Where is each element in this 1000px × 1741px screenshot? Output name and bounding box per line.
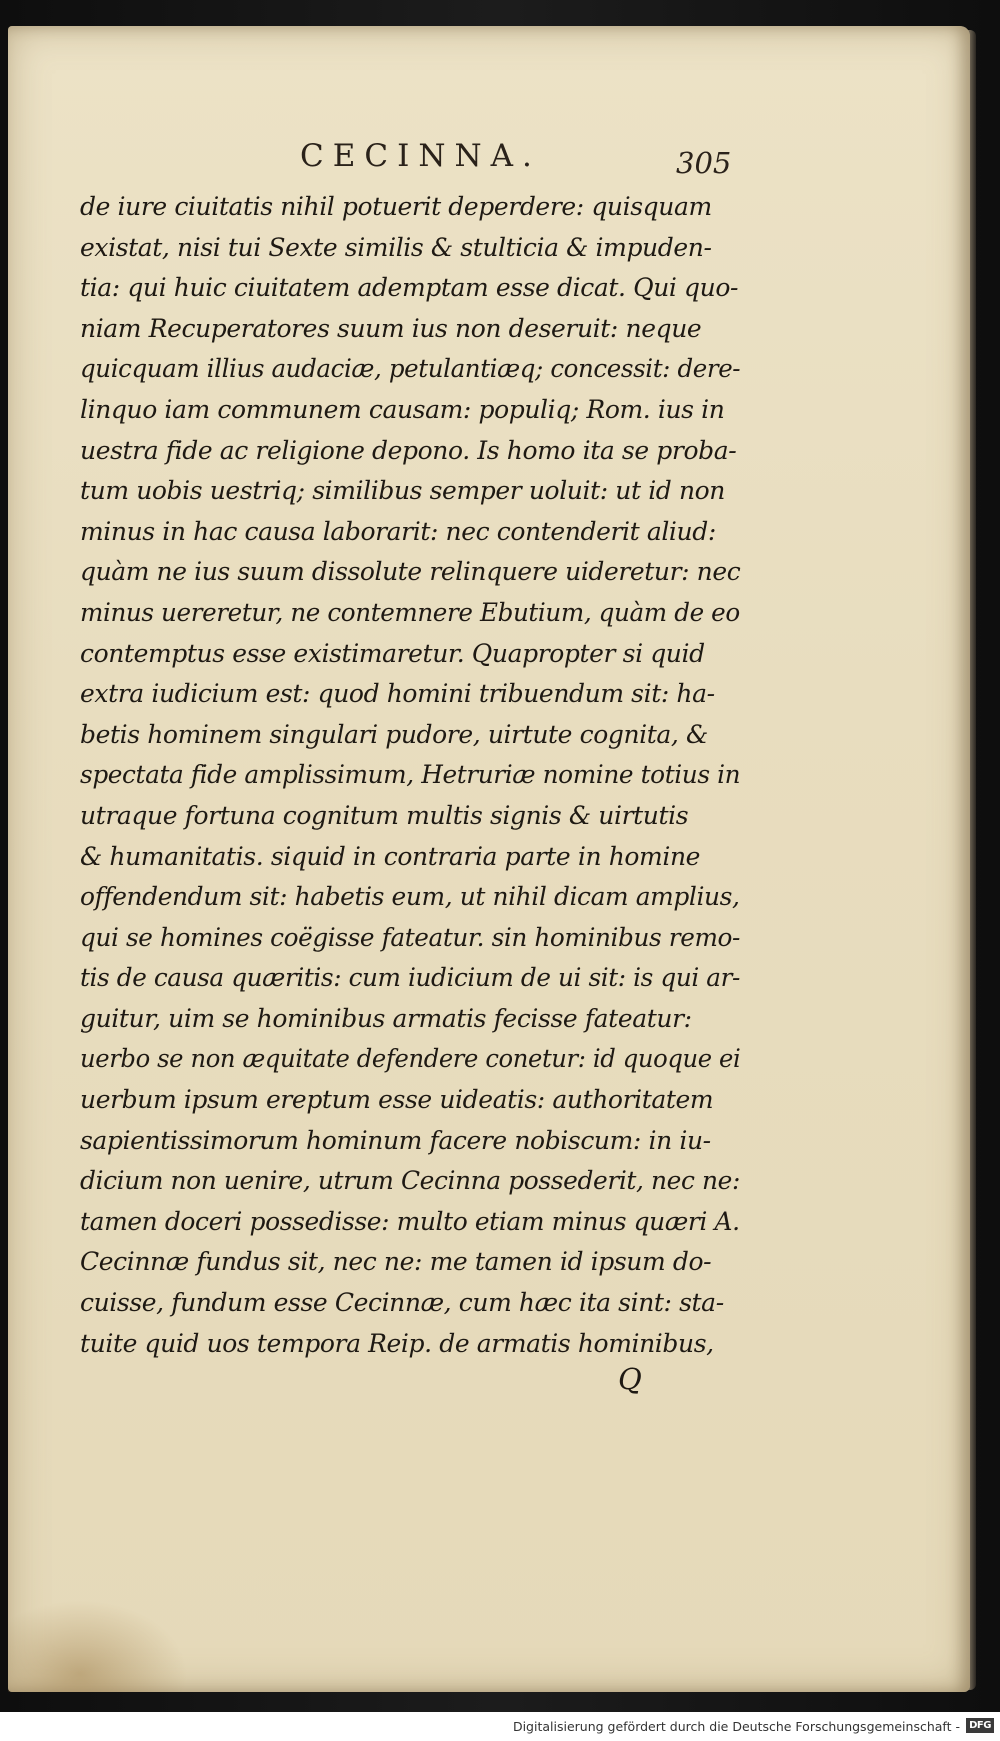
text-line: contemptus esse existimaretur. Quapropter si quid bbox=[80, 638, 705, 668]
text-line: tamen doceri possedisse: multo etiam minus quæri A. bbox=[80, 1206, 740, 1236]
text-line: extra iudicium est: quod homini tribuendum sit: ha- bbox=[80, 679, 715, 709]
text-line: minus in hac causa laborarit: nec contenderit aliud: bbox=[80, 516, 716, 546]
text-line: tuite quid uos tempora Reip. de armatis hominibus, bbox=[80, 1328, 714, 1358]
text-line: uestra fide ac religione depono. Is homo ita se proba- bbox=[80, 435, 737, 465]
text-line: quàm ne ius suum dissolute relinquere uideretur: nec bbox=[80, 557, 741, 587]
text-line: uerbum ipsum ereptum esse uideatis: authoritatem bbox=[80, 1085, 714, 1115]
text-line: dicium non uenire, utrum Cecinna possederit, nec ne: bbox=[80, 1166, 740, 1196]
text-line: de iure ciuitatis nihil potuerit deperdere: quisquam bbox=[80, 192, 712, 221]
text-line: qui se homines coëgisse fateatur. sin hominibus remo- bbox=[80, 922, 740, 952]
text-line: linquo iam communem causam: populiq; Rom. ius in bbox=[80, 394, 725, 424]
funding-credit: Digitalisierung gefördert durch die Deutsche Forschungsgemeinschaft - bbox=[512, 1719, 960, 1734]
running-head: CECINNA. bbox=[300, 138, 541, 174]
text-line: guitur, uim se hominibus armatis fecisse fateatur: bbox=[80, 1003, 692, 1033]
text-line: betis hominem singulari pudore, uirtute cognita, & bbox=[80, 719, 708, 749]
text-line: tum uobis uestriq; similibus semper uoluit: ut id non bbox=[80, 476, 725, 506]
text-line: niam Recuperatores suum ius non deseruit: neque bbox=[80, 313, 702, 343]
text-line: quicquam illius audaciæ, petulantiæq; concessit: dere- bbox=[80, 354, 741, 384]
text-line: existat, nisi tui Sexte similis & stulticia & impuden- bbox=[80, 232, 712, 262]
text-line: tia: qui huic ciuitatem ademptam esse dicat. Qui quo- bbox=[80, 273, 739, 303]
dfg-logo: DFG bbox=[966, 1718, 994, 1733]
text-line: uerbo se non æquitate defendere conetur: id quoque ei bbox=[80, 1044, 741, 1074]
text-line: offendendum sit: habetis eum, ut nihil dicam amplius, bbox=[80, 882, 740, 912]
text-line: & humanitatis. siquid in contraria parte in homine bbox=[80, 841, 701, 871]
text-line: sapientissimorum hominum facere nobiscum: in iu- bbox=[80, 1125, 711, 1155]
text-line: minus uereretur, ne contemnere Ebutium, quàm de eo bbox=[80, 597, 740, 627]
body-text bbox=[80, 187, 740, 1364]
page-number: 305 bbox=[676, 146, 732, 180]
catchword: Q bbox=[618, 1362, 642, 1396]
page-header bbox=[0, 138, 1000, 188]
text-line: cuisse, fundum esse Cecinnæ, cum hæc ita sint: sta- bbox=[80, 1288, 724, 1318]
text-line: utraque fortuna cognitum multis signis & uirtutis bbox=[80, 800, 689, 830]
text-line: spectata fide amplissimum, Hetruriæ nomine totius in bbox=[80, 760, 741, 790]
text-line: tis de causa quæritis: cum iudicium de ui sit: is qui ar- bbox=[80, 963, 740, 993]
footer-bar bbox=[0, 1712, 1000, 1741]
text-line: Cecinnæ fundus sit, nec ne: me tamen id ipsum do- bbox=[80, 1247, 712, 1277]
